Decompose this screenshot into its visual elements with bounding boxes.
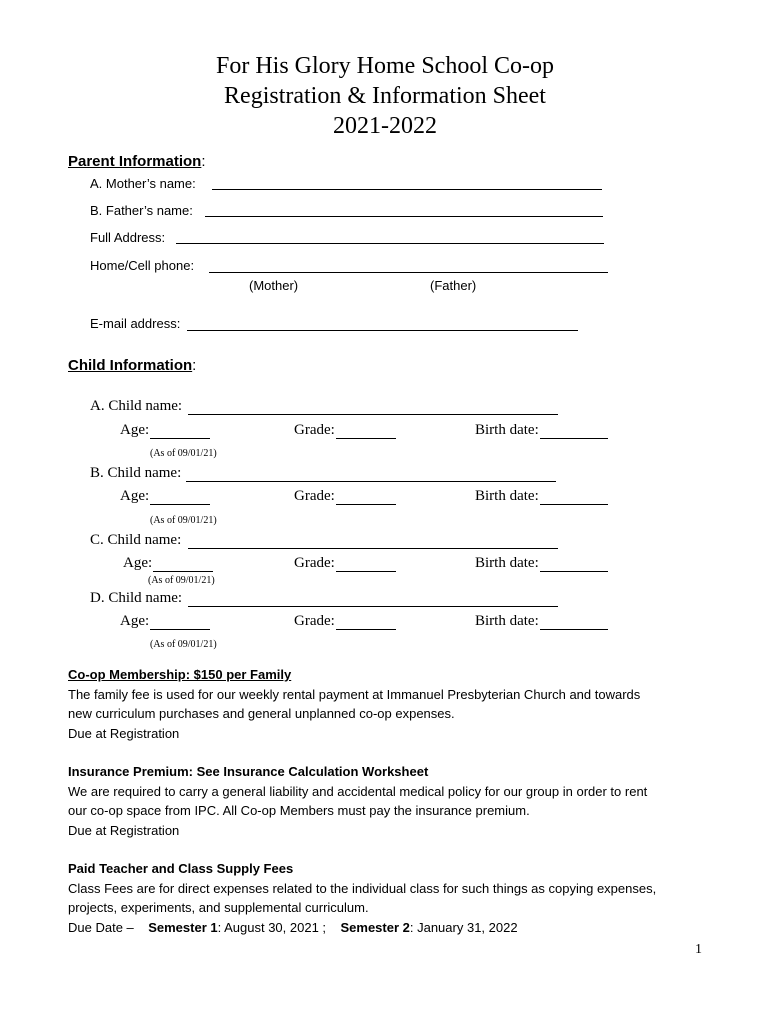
insurance-heading: Insurance Premium: See Insurance Calculation Worksheet (68, 764, 429, 779)
child-c-name-field[interactable] (188, 548, 558, 549)
child-c-name-label: C. Child name: (90, 532, 182, 548)
insurance-due: Due at Registration (68, 822, 180, 838)
phone-father-caption: (Father) (430, 278, 477, 293)
phone-field[interactable] (209, 272, 608, 273)
child-a-birth-field[interactable] (540, 438, 608, 439)
email-label: E-mail address: (90, 316, 181, 331)
address-label: Full Address: (90, 230, 166, 245)
membership-text-line2: new curriculum purchases and general unplanned co-op expenses. (68, 706, 455, 721)
child-a-name-label: A. Child name: (90, 398, 183, 414)
child-c-age-field[interactable] (153, 571, 213, 572)
child-a-grade-label: Grade: (294, 422, 335, 438)
membership-heading: Co-op Membership: $150 per Family (68, 667, 292, 682)
fees-section (68, 859, 656, 937)
mother-name-label: A. Mother’s name: (90, 176, 196, 191)
child-d-as-of-note: (As of 09/01/21) (150, 639, 217, 650)
child-d-age-field[interactable] (150, 629, 210, 630)
child-c-birth-label: Birth date: (475, 555, 539, 571)
child-a-name-field[interactable] (188, 414, 558, 415)
child-d-grade-field[interactable] (336, 629, 396, 630)
form-title-year: 2021-2022 (333, 113, 437, 139)
insurance-text-line2: our co-op space from IPC. All Co-op Members must pay the insurance premium. (68, 803, 530, 818)
child-b-age-field[interactable] (150, 504, 210, 505)
child-info-heading: Child Information: (68, 357, 197, 374)
child-b-birth-field[interactable] (540, 504, 608, 505)
child-d-birth-field[interactable] (540, 629, 608, 630)
form-title-line1: For His Glory Home School Co-op (216, 53, 554, 79)
child-a-age-label: Age: (120, 422, 150, 438)
child-d-name-field[interactable] (188, 606, 558, 607)
child-d-age-label: Age: (120, 613, 150, 629)
email-field[interactable] (187, 330, 578, 331)
insurance-text-line1: We are required to carry a general liability and accidental medical policy for our group in order to rent (68, 783, 648, 799)
phone-mother-caption: (Mother) (249, 278, 299, 293)
child-b-as-of-note: (As of 09/01/21) (150, 515, 217, 526)
child-d-grade-label: Grade: (294, 613, 335, 629)
child-c-age-label: Age: (123, 555, 153, 571)
child-a-age-field[interactable] (150, 438, 210, 439)
child-a-as-of-note: (As of 09/01/21) (150, 448, 217, 459)
parent-info-heading: Parent Information: (68, 153, 206, 170)
page-number: 1 (695, 942, 702, 957)
fees-heading: Paid Teacher and Class Supply Fees (68, 861, 294, 876)
address-field[interactable] (176, 243, 604, 244)
child-a-grade-field[interactable] (336, 438, 396, 439)
child-b-age-label: Age: (120, 488, 150, 504)
child-b-name-label: B. Child name: (90, 465, 182, 481)
membership-due: Due at Registration (68, 725, 180, 741)
fees-text-line1: Class Fees are for direct expenses related to the individual class for such things as copying expenses, (68, 880, 657, 896)
mother-name-field[interactable] (212, 189, 602, 190)
child-c-grade-field[interactable] (336, 571, 396, 572)
membership-section (68, 665, 640, 743)
fees-due-dates: Due Date – Semester 1: August 30, 2021 ; Semester 2: January 31, 2022 (68, 919, 518, 935)
child-b-grade-label: Grade: (294, 488, 335, 504)
child-d-birth-label: Birth date: (475, 613, 539, 629)
child-c-as-of-note: (As of 09/01/21) (148, 575, 215, 586)
child-c-grade-label: Grade: (294, 555, 335, 571)
membership-text-line1: The family fee is used for our weekly rental payment at Immanuel Presbyterian Church and towards (68, 686, 641, 702)
child-b-grade-field[interactable] (336, 504, 396, 505)
father-name-label: B. Father’s name: (90, 203, 193, 218)
child-b-birth-label: Birth date: (475, 488, 539, 504)
form-title-line2: Registration & Information Sheet (224, 83, 546, 109)
insurance-section (68, 762, 647, 840)
father-name-field[interactable] (205, 216, 603, 217)
fees-text-line2: projects, experiments, and supplemental curriculum. (68, 900, 369, 915)
phone-label: Home/Cell phone: (90, 258, 195, 273)
child-a-birth-label: Birth date: (475, 422, 539, 438)
child-d-name-label: D. Child name: (90, 590, 183, 606)
child-c-birth-field[interactable] (540, 571, 608, 572)
child-b-name-field[interactable] (186, 481, 556, 482)
